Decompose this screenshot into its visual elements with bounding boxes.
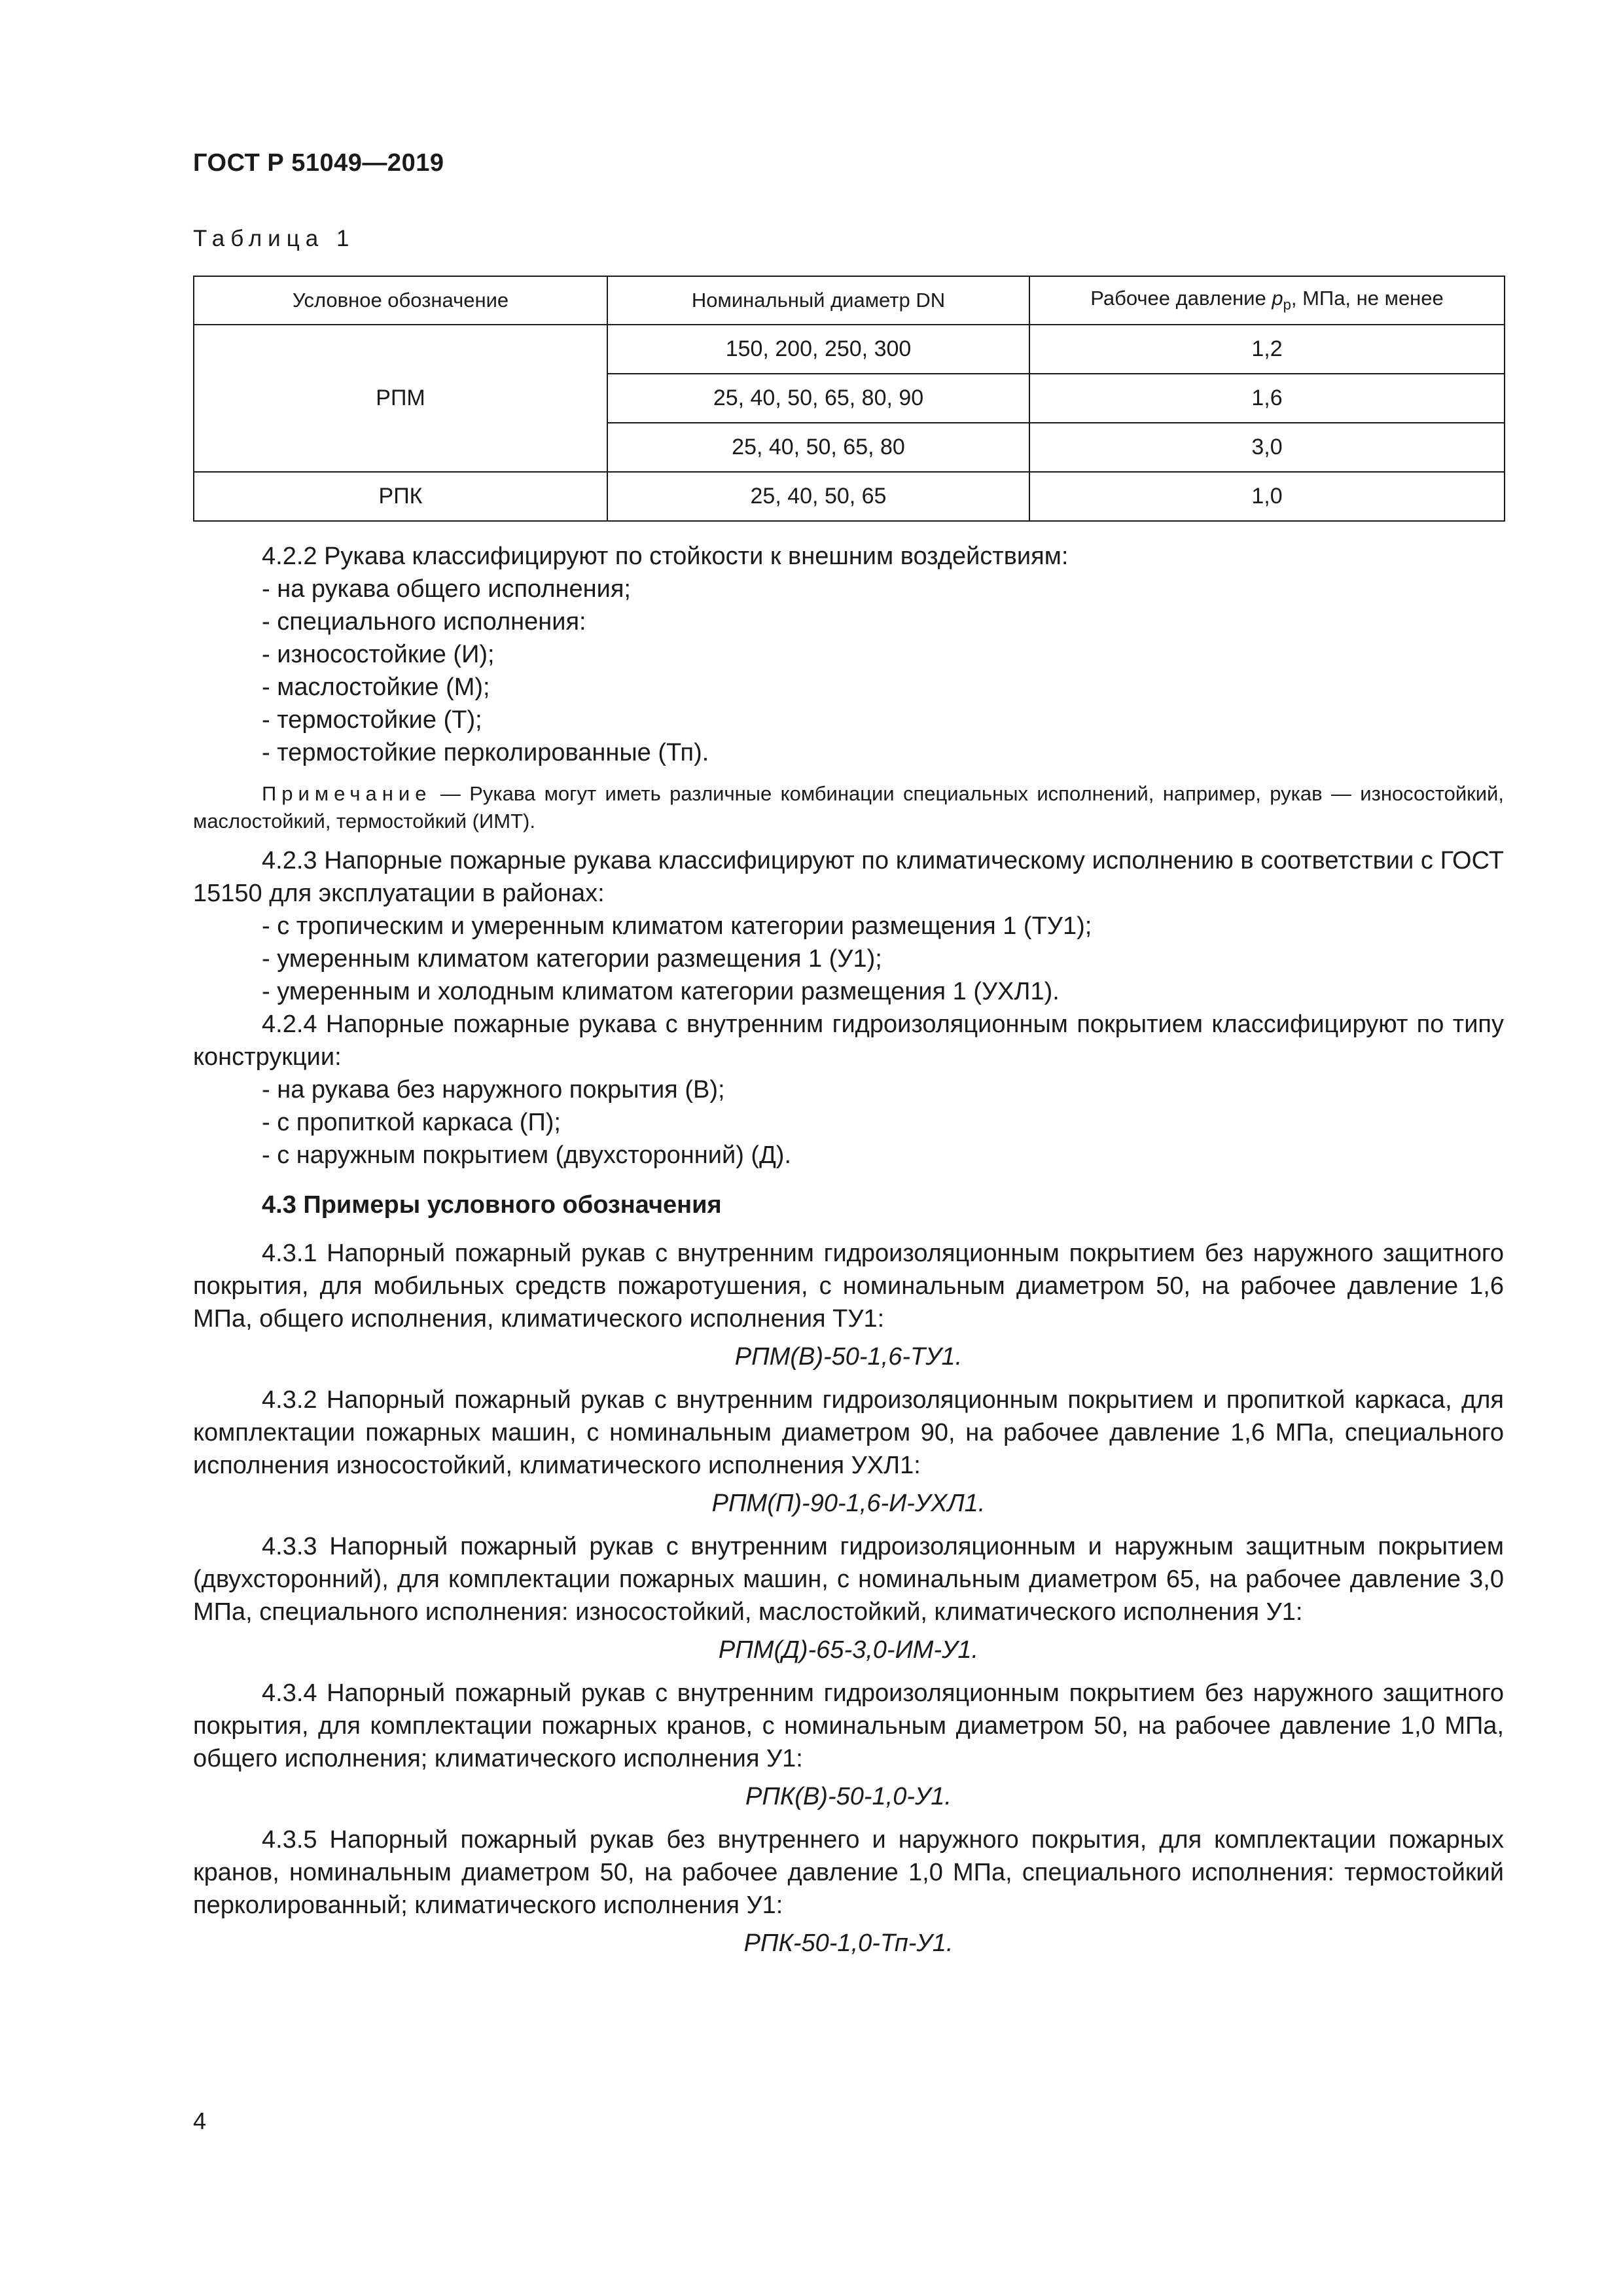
table-row xyxy=(194,325,1505,374)
designation-formula: РПМ(Д)-65-3,0-ИМ-У1. xyxy=(718,1636,979,1664)
note xyxy=(193,780,1504,835)
list-item: - термостойкие (Т); xyxy=(262,706,482,734)
designation-formula: РПК-50-1,0-Тп-У1. xyxy=(743,1929,954,1957)
header-designation: Условное обозначение xyxy=(194,276,607,325)
header-pressure-subscript: р xyxy=(1283,296,1291,314)
cell-pressure: 1,0 xyxy=(1029,472,1505,521)
clause-4-2-3: 4.2.3 Напорные пожарные рукава классифицируют по климатическому исполнению в соответствии с ГОСТ 15150 для эксплуатации в районах: xyxy=(193,847,1504,907)
header-pressure xyxy=(1029,276,1505,325)
cell-designation: РПК xyxy=(194,472,607,521)
list-item: - с наружным покрытием (двухсторонний) (Д). xyxy=(262,1141,792,1169)
header-diameter: Номинальный диаметр DN xyxy=(607,276,1029,325)
list-item: - умеренным и холодным климатом категории размещения 1 (УХЛ1). xyxy=(262,978,1060,1005)
list-item: - на рукава общего исполнения; xyxy=(262,575,631,603)
list-item: - термостойкие перколированные (Тп). xyxy=(262,739,709,766)
clause-4-2-4: 4.2.4 Напорные пожарные рукава с внутренним гидроизоляционным покрытием классифицируют по типу конструкции: xyxy=(193,1011,1504,1071)
table-row xyxy=(194,472,1505,521)
section-heading: 4.3 Примеры условного обозначения xyxy=(262,1191,722,1219)
clause-4-3-4: 4.3.4 Напорный пожарный рукав с внутренним гидроизоляционным покрытием без наружного защитного покрытия, для комплектации пожарных кранов, с номинальным диаметром 50, на рабочее давление 1,0 МПа, общего исполнения; климатического исполнения У1: xyxy=(193,1679,1504,1772)
cell-diameter: 150, 200, 250, 300 xyxy=(607,325,1029,374)
cell-designation: РПМ xyxy=(194,325,607,472)
cell-pressure: 1,2 xyxy=(1029,325,1505,374)
list-item: - маслостойкие (М); xyxy=(262,673,490,701)
page-number: 4 xyxy=(193,2108,207,2134)
cell-pressure: 1,6 xyxy=(1029,374,1505,423)
spec-table xyxy=(193,276,1505,522)
designation-formula: РПК(В)-50-1,0-У1. xyxy=(745,1783,952,1810)
page-header: ГОСТ Р 51049—2019 xyxy=(193,149,444,177)
header-pressure-label: Рабочее давление xyxy=(1090,287,1272,310)
document-body xyxy=(193,540,1504,1970)
cell-pressure: 3,0 xyxy=(1029,423,1505,472)
designation-formula: РПМ(В)-50-1,6-ТУ1. xyxy=(734,1343,963,1371)
table-header-row xyxy=(194,276,1505,325)
header-pressure-symbol: p xyxy=(1272,287,1283,310)
list-item: - умеренным климатом категории размещения 1 (У1); xyxy=(262,945,882,973)
header-pressure-unit: , МПа, не менее xyxy=(1291,287,1444,310)
clause-4-3-2: 4.3.2 Напорный пожарный рукав с внутренним гидроизоляционным покрытием и пропиткой каркаса, для комплектации пожарных машин, с номинальным диаметром 90, на рабочее давление 1,6 МПа, специального исполнения износостойкий, климатического исполнения УХЛ1: xyxy=(193,1386,1504,1479)
clause-4-2-2: 4.2.2 Рукава классифицируют по стойкости к внешним воздействиям: xyxy=(262,543,1069,570)
list-item: - на рукава без наружного покрытия (В); xyxy=(262,1076,725,1103)
designation-formula: РПМ(П)-90-1,6-И-УХЛ1. xyxy=(711,1490,986,1517)
note-label: Примечание xyxy=(262,782,432,805)
clause-4-3-5: 4.3.5 Напорный пожарный рукав без внутреннего и наружного покрытия, для комплектации пожарных кранов, номинальным диаметром 50, на рабочее давление 1,0 МПа, специального исполнения: термостойкий перколированный; климатического исполнения У1: xyxy=(193,1826,1504,1919)
list-item: - специального исполнения: xyxy=(262,608,586,636)
note-text: — Рукава могут иметь различные комбинации специальных исполнений, например, рукав — износостойкий, маслостойкий, термостойкий (ИМТ). xyxy=(193,782,1504,833)
list-item: - с пропиткой каркаса (П); xyxy=(262,1109,561,1136)
cell-diameter: 25, 40, 50, 65, 80 xyxy=(607,423,1029,472)
clause-4-3-3: 4.3.3 Напорный пожарный рукав с внутренним гидроизоляционным и наружным защитным покрытием (двухсторонний), для комплектации пожарных машин, с номинальным диаметром 65, на рабочее давление 3,0 МПа, специального исполнения: износостойкий, маслостойкий, климатического исполнения У1: xyxy=(193,1533,1504,1626)
list-item: - износостойкие (И); xyxy=(262,641,495,668)
cell-diameter: 25, 40, 50, 65, 80, 90 xyxy=(607,374,1029,423)
cell-diameter: 25, 40, 50, 65 xyxy=(607,472,1029,521)
table-caption: Таблица 1 xyxy=(193,226,355,251)
list-item: - с тропическим и умеренным климатом категории размещения 1 (ТУ1); xyxy=(262,912,1092,940)
clause-4-3-1: 4.3.1 Напорный пожарный рукав с внутренним гидроизоляционным покрытием без наружного защитного покрытия, для мобильных средств пожаротушения, с номинальным диаметром 50, на рабочее давление 1,6 МПа, общего исполнения, климатического исполнения ТУ1: xyxy=(193,1240,1504,1333)
